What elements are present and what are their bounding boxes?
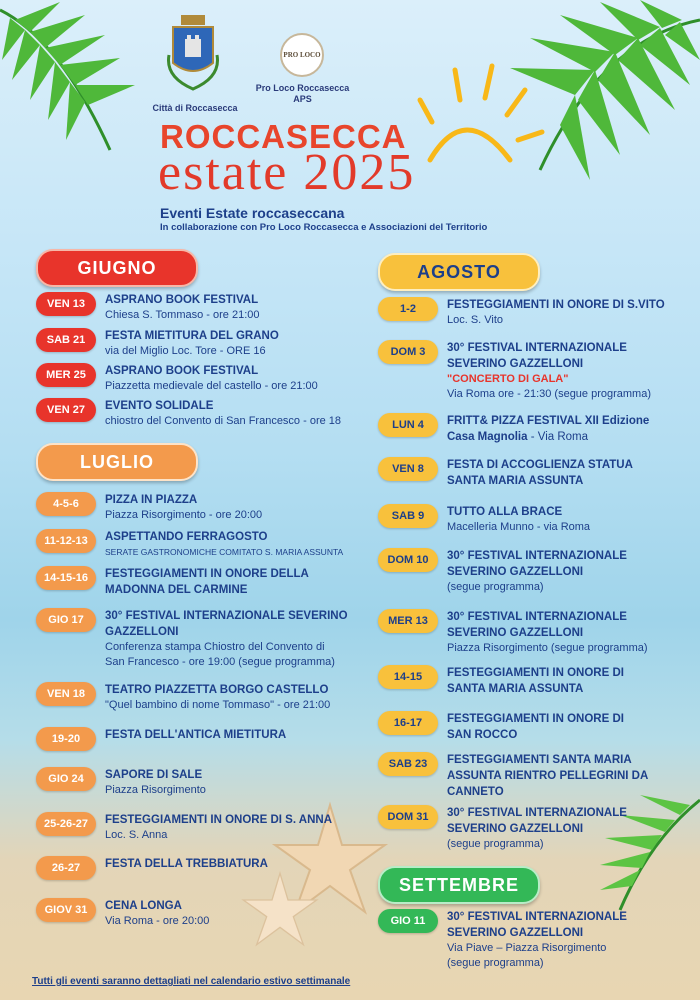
event-date-badge: GIO 17 — [36, 608, 96, 632]
event-title-text: FESTEGGIAMENTI IN ONORE DI — [447, 667, 624, 679]
event-title — [447, 909, 627, 925]
event-detail-text: (segue programma) — [447, 838, 544, 850]
event-title-text: FESTA DELL'ANTICA MIETITURA — [105, 729, 287, 741]
event-title-line2-text: GAZZELLONI — [105, 626, 179, 638]
event-title-line2 — [447, 727, 624, 743]
event-text — [105, 727, 286, 743]
event-detail — [105, 828, 332, 843]
event-date-badge: SAB 9 — [378, 504, 438, 528]
event-text — [447, 805, 627, 852]
title-line1: ROCCASECCA — [160, 118, 407, 155]
event-title — [105, 492, 262, 508]
event-title — [447, 413, 649, 429]
event-detail-text: Via Roma ore - 21:30 (segue programma) — [447, 388, 652, 400]
event-title-line2 — [447, 925, 627, 941]
event-text — [447, 711, 624, 743]
event-detail-text: Loc. S. Vito — [447, 314, 504, 326]
event-detail-text: chiostro del Convento di San Francesco - ore 18 — [105, 415, 342, 427]
event-title — [105, 767, 206, 783]
event-date-badge: 4-5-6 — [36, 492, 96, 516]
event-date-badge: DOM 3 — [378, 340, 438, 364]
event-title-line2 — [447, 821, 627, 837]
event-title-line2-text: SEVERINO GAZZELLONI — [447, 566, 584, 578]
event-detail-line2-text: (segue programma) — [447, 957, 544, 969]
event-highlight — [447, 372, 651, 387]
event-detail — [105, 640, 348, 655]
event-title-text: TUTTO ALLA BRACE — [447, 506, 563, 518]
section-giugno: GIUGNO — [36, 249, 198, 287]
event-text — [447, 609, 648, 656]
event-detail-text: Via Piave – Piazza Risorgimento — [447, 942, 607, 954]
event-title-line2 — [447, 564, 627, 580]
event-date-badge: 26-27 — [36, 856, 96, 880]
event-text — [105, 812, 332, 843]
event-date-badge: 16-17 — [378, 711, 438, 735]
event-title — [447, 340, 651, 356]
event-title-line2 — [447, 473, 633, 489]
event-text — [105, 566, 309, 598]
event-detail — [105, 914, 209, 929]
collaboration-note: In collaborazione con Pro Loco Roccasecca e Associazioni del Territorio — [160, 222, 488, 233]
event-detail-text: Conferenza stampa Chiostro del Convento di — [105, 641, 325, 653]
event-date-badge: GIO 24 — [36, 767, 96, 791]
section-agosto: AGOSTO — [378, 253, 540, 291]
event-detail — [105, 344, 279, 359]
event-title-text: TEATRO PIAZZETTA BORGO CASTELLO — [105, 684, 329, 696]
proloco-label-line2: APS — [293, 94, 312, 104]
event-title — [105, 727, 286, 743]
event-title — [447, 609, 648, 625]
event-text — [447, 548, 627, 595]
city-label: Città di Roccasecca — [152, 103, 238, 113]
event-detail — [447, 313, 665, 328]
event-text — [105, 856, 268, 872]
event-title-text: FESTEGGIAMENTI IN ONORE DI S.VITO — [447, 299, 665, 311]
event-text — [105, 363, 318, 394]
event-date-badge: SAB 21 — [36, 328, 96, 352]
event-title-text: 30° FESTIVAL INTERNAZIONALE — [447, 807, 627, 819]
event-date-badge: LUN 4 — [378, 413, 438, 437]
event-date-badge: MER 25 — [36, 363, 96, 387]
event-detail — [105, 698, 330, 713]
event-title-line2-text: ASSUNTA RIENTRO PELLEGRINI DA — [447, 770, 649, 782]
event-title-suffix: - Via Roma — [527, 431, 589, 443]
event-title-line2 — [447, 356, 651, 372]
event-title-text: ASPRANO BOOK FESTIVAL — [105, 294, 259, 306]
event-detail — [105, 508, 262, 523]
event-title-text: FESTA MIETITURA DEL GRANO — [105, 330, 279, 342]
event-title-text: FESTEGGIAMENTI IN ONORE DI S. ANNA — [105, 814, 333, 826]
event-text — [105, 898, 209, 929]
event-detail-line2 — [105, 655, 348, 670]
proloco-logo — [280, 33, 324, 77]
event-title-line2 — [105, 582, 309, 598]
proloco-logo-text: PRO LOCO — [283, 51, 321, 59]
event-date-badge: GIOV 31 — [36, 898, 96, 922]
event-detail — [447, 387, 651, 402]
event-title — [447, 548, 627, 564]
event-title-line2-text: SEVERINO GAZZELLONI — [447, 927, 584, 939]
event-title — [447, 297, 665, 313]
event-detail — [105, 545, 343, 560]
event-detail-text: Macelleria Munno - via Roma — [447, 521, 591, 533]
event-title-line2-text: Casa Magnolia — [447, 431, 528, 443]
proloco-label — [250, 83, 355, 105]
event-title-line3 — [447, 784, 648, 800]
event-title-line3-text: CANNETO — [447, 786, 504, 798]
event-text — [447, 457, 633, 489]
event-detail — [447, 837, 627, 852]
event-detail — [105, 783, 206, 798]
event-title-text: FESTA DELLA TREBBIATURA — [105, 858, 268, 870]
event-detail-text: Chiesa S. Tommaso - ore 21:00 — [105, 309, 260, 321]
event-detail — [105, 379, 318, 394]
event-detail — [447, 520, 590, 535]
proloco-label-line1: Pro Loco Roccasecca — [255, 83, 350, 93]
event-text — [105, 682, 330, 713]
event-detail — [447, 641, 648, 656]
event-title-text: FESTEGGIAMENTI SANTA MARIA — [447, 754, 632, 766]
event-date-badge: VEN 13 — [36, 292, 96, 316]
event-text — [105, 767, 206, 798]
event-title — [105, 898, 209, 914]
event-date-badge: VEN 27 — [36, 398, 96, 422]
event-date-badge: 25-26-27 — [36, 812, 96, 836]
event-title-text: FRITT& PIZZA FESTIVAL XII Edizione — [447, 415, 650, 427]
event-detail — [447, 580, 627, 595]
event-title-text: EVENTO SOLIDALE — [105, 400, 214, 412]
event-text — [447, 504, 590, 535]
event-title — [447, 805, 627, 821]
section-settembre: SETTEMBRE — [378, 866, 540, 904]
crest-icon — [165, 15, 221, 91]
event-title-text: 30° FESTIVAL INTERNAZIONALE — [447, 611, 627, 623]
event-text — [447, 413, 649, 445]
event-title-text: SAPORE DI SALE — [105, 769, 203, 781]
event-date-badge: 11-12-13 — [36, 529, 96, 553]
event-title-text: FESTEGGIAMENTI IN ONORE DELLA — [105, 568, 309, 580]
event-detail-text: (segue programma) — [447, 581, 544, 593]
event-detail-text: "Quel bambino di nome Tommaso" - ore 21:00 — [105, 699, 331, 711]
event-title — [105, 566, 309, 582]
subtitle: Eventi Estate roccaseccana — [160, 205, 345, 221]
palm-leaf-icon — [0, 0, 150, 170]
event-title — [105, 812, 332, 828]
event-title-text: FESTEGGIAMENTI IN ONORE DI — [447, 713, 624, 725]
event-detail-text: SERATE GASTRONOMICHE COMITATO S. MARIA ASSUNTA — [105, 547, 344, 557]
event-title — [447, 711, 624, 727]
event-text — [447, 909, 627, 971]
event-title-line2-text: SEVERINO GAZZELLONI — [447, 823, 584, 835]
event-detail — [447, 941, 627, 956]
event-title — [105, 856, 268, 872]
event-title — [105, 682, 330, 698]
event-title-text: 30° FESTIVAL INTERNAZIONALE — [447, 550, 627, 562]
event-title — [105, 292, 259, 308]
footer-note: Tutti gli eventi saranno dettagliati nel calendario estivo settimanale — [32, 976, 351, 987]
event-title-line2-text: SEVERINO GAZZELLONI — [447, 358, 584, 370]
section-luglio: LUGLIO — [36, 443, 198, 481]
event-detail — [105, 308, 259, 323]
event-date-badge: 1-2 — [378, 297, 438, 321]
event-text — [105, 529, 343, 560]
event-title-line2-text: MADONNA DEL CARMINE — [105, 584, 248, 596]
event-detail-text: Loc. S. Anna — [105, 829, 168, 841]
event-detail-text: Piazzetta medievale del castello - ore 21:00 — [105, 380, 318, 392]
event-text — [105, 492, 262, 523]
event-date-badge: VEN 8 — [378, 457, 438, 481]
event-detail-text: Piazza Risorgimento — [105, 784, 206, 796]
event-detail-text: via del Miglio Loc. Tore - ORE 16 — [105, 345, 266, 357]
event-date-badge: SAB 23 — [378, 752, 438, 776]
event-title-line2-text: SANTA MARIA ASSUNTA — [447, 475, 584, 487]
event-date-badge: 14-15-16 — [36, 566, 96, 590]
event-text — [447, 665, 624, 697]
event-title-line2-text: SANTA MARIA ASSUNTA — [447, 683, 584, 695]
event-title-text: 30° FESTIVAL INTERNAZIONALE — [447, 911, 627, 923]
event-title-line2 — [447, 625, 648, 641]
event-detail-text: Piazza Risorgimento - ore 20:00 — [105, 509, 263, 521]
event-title-text: FESTA DI ACCOGLIENZA STATUA — [447, 459, 633, 471]
event-detail — [105, 414, 341, 429]
event-title-text: CENA LONGA — [105, 900, 182, 912]
event-title-text: 30° FESTIVAL INTERNAZIONALE SEVERINO — [105, 610, 348, 622]
event-date-badge: 14-15 — [378, 665, 438, 689]
title-line2: estate 2025 — [158, 144, 416, 201]
event-detail-line2 — [447, 956, 627, 971]
event-text — [105, 608, 348, 670]
event-title-text: 30° FESTIVAL INTERNAZIONALE — [447, 342, 627, 354]
event-text — [447, 340, 651, 402]
event-title — [447, 504, 590, 520]
event-title — [105, 363, 318, 379]
event-highlight-text: "CONCERTO DI GALA" — [447, 373, 569, 385]
event-title-line2 — [105, 624, 348, 640]
event-title-line2 — [447, 429, 649, 445]
event-date-badge: 19-20 — [36, 727, 96, 751]
event-text — [447, 752, 648, 800]
event-title-text: PIZZA IN PIAZZA — [105, 494, 198, 506]
event-date-badge: DOM 10 — [378, 548, 438, 572]
event-title-line2-text: SAN ROCCO — [447, 729, 518, 741]
event-title — [447, 752, 648, 768]
event-title — [105, 398, 341, 414]
event-title-line2 — [447, 768, 648, 784]
event-detail-text: Piazza Risorgimento (segue programma) — [447, 642, 648, 654]
event-text — [105, 398, 341, 429]
event-title — [105, 529, 343, 545]
event-detail-line2-text: San Francesco - ore 19:00 (segue programma) — [105, 656, 335, 668]
event-title — [105, 328, 279, 344]
event-title — [447, 665, 624, 681]
sun-icon — [410, 60, 550, 170]
event-text — [105, 292, 259, 323]
event-title-line2-text: SEVERINO GAZZELLONI — [447, 627, 584, 639]
event-title-line2 — [447, 681, 624, 697]
event-date-badge: VEN 18 — [36, 682, 96, 706]
event-title — [447, 457, 633, 473]
event-detail-text: Via Roma - ore 20:00 — [105, 915, 210, 927]
event-date-badge: GIO 11 — [378, 909, 438, 933]
event-text — [447, 297, 665, 328]
starfish-icon — [240, 870, 320, 950]
event-title-text: ASPETTANDO FERRAGOSTO — [105, 531, 268, 543]
event-date-badge: DOM 31 — [378, 805, 438, 829]
event-text — [105, 328, 279, 359]
event-date-badge: MER 13 — [378, 609, 438, 633]
event-title-text: ASPRANO BOOK FESTIVAL — [105, 365, 259, 377]
event-title — [105, 608, 348, 624]
